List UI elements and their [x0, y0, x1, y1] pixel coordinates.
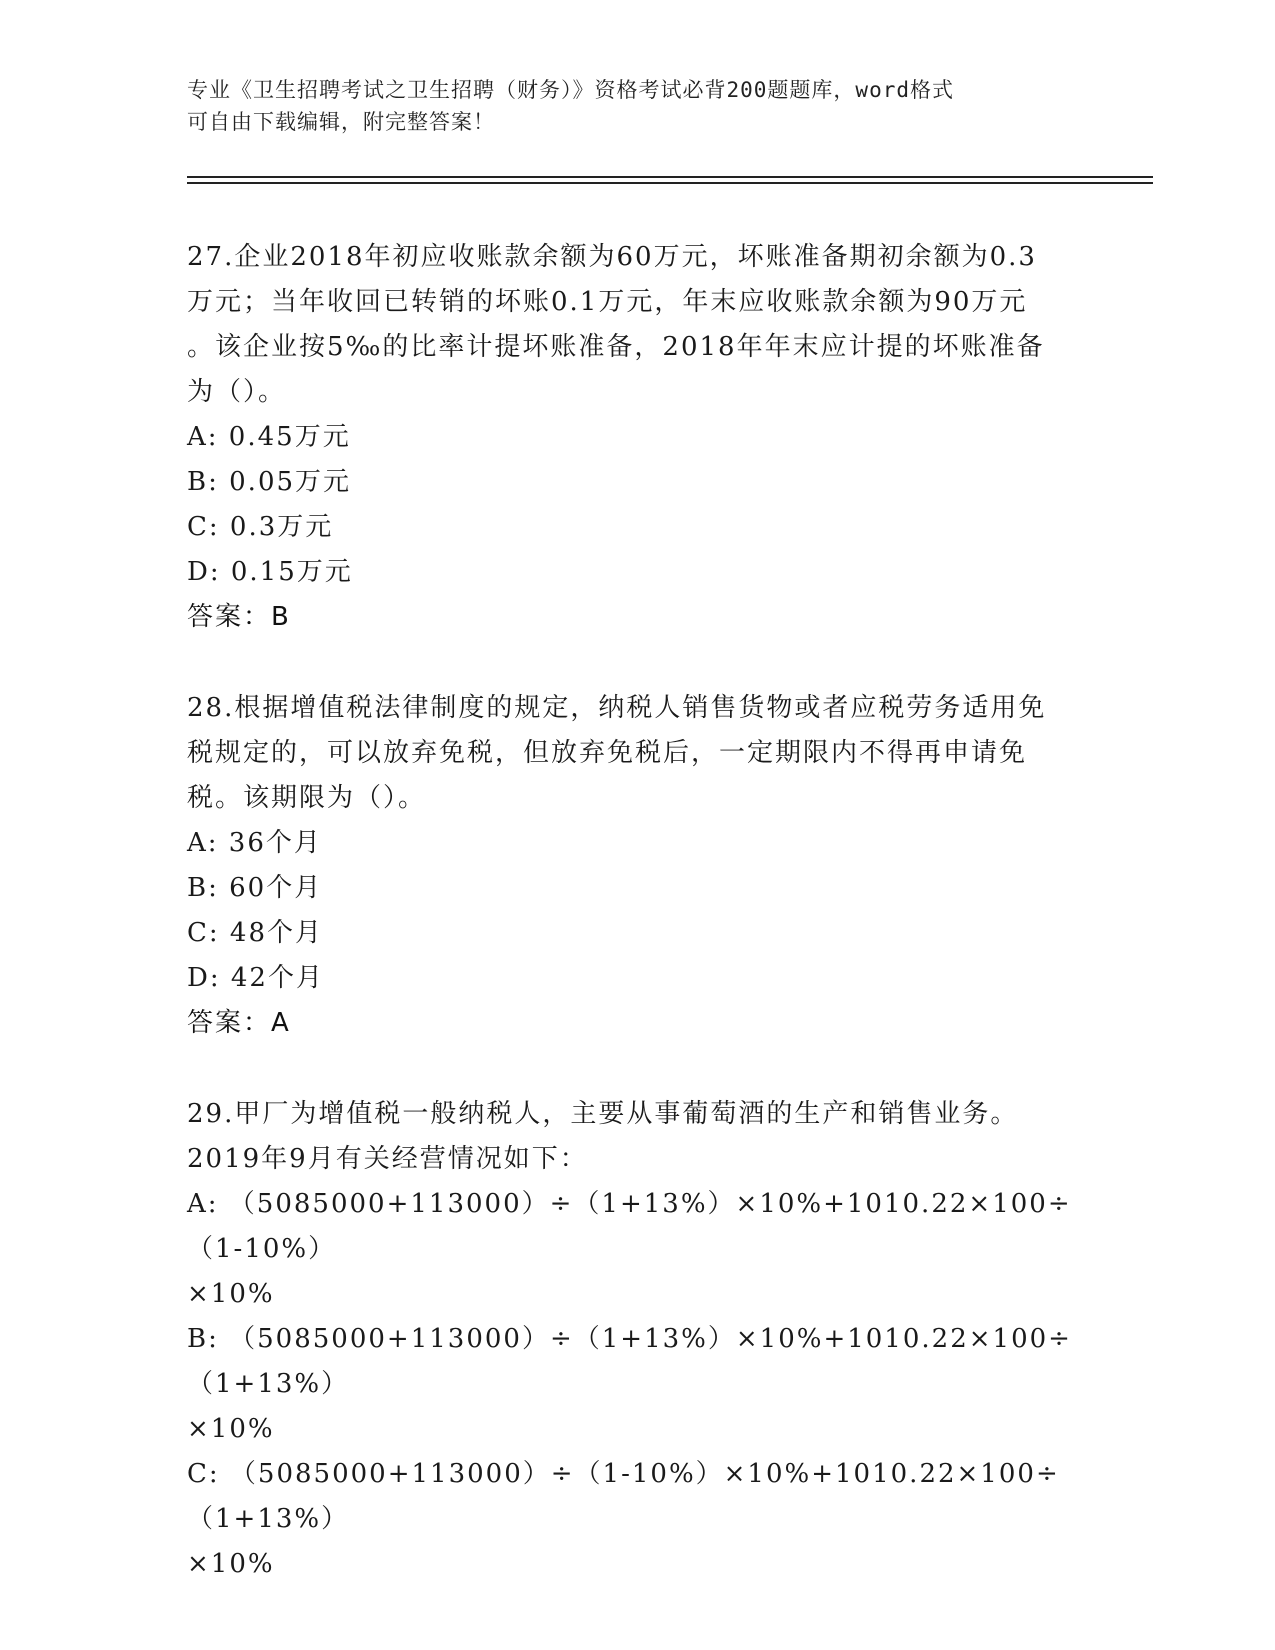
question-list: [187, 235, 1087, 1633]
question-29: [187, 1092, 1087, 1587]
option-a: A: 0.45万元: [187, 422, 351, 452]
option-d: D: 0.15万元: [187, 557, 353, 587]
document-header: [187, 74, 1087, 138]
question-stem: 28.根据增值税法律制度的规定，纳税人销售货物或者应税劳务适用免 税规定的，可以放弃免税，但放弃免税后，一定期限内不得再申请免 税。该期限为（）。: [187, 693, 1047, 813]
header-title-line-1: 专业《卫生招聘考试之卫生招聘（财务）》资格考试必背200题题库，word格式: [187, 78, 954, 102]
option-d: D: 42个月: [187, 963, 324, 993]
question-stem: 29.甲厂为增值税一般纳税人，主要从事葡萄酒的生产和销售业务。 2019年9月有关经营情况如下：: [187, 1099, 1019, 1174]
question-27: [187, 235, 1087, 640]
option-c: C: （5085000+113000）÷（1-10%）×10%+1010.22×100÷（1+13%） ×10%: [187, 1459, 1060, 1579]
question-28: [187, 686, 1087, 1046]
answer-line: 答案：A: [187, 1008, 291, 1038]
option-a: A: 36个月: [187, 828, 322, 858]
answer-line: 答案：B: [187, 602, 291, 632]
option-c: C: 48个月: [187, 918, 324, 948]
question-stem: 27.企业2018年初应收账款余额为60万元，坏账准备期初余额为0.3 万元；当年收回已转销的坏账0.1万元，年末应收账款余额为90万元 。该企业按5‰的比率计提坏账准备，2018年年末应计提的坏账准备 为（）。: [187, 242, 1045, 407]
header-divider-bottom: [187, 182, 1153, 184]
option-a: A: （5085000+113000）÷（1+13%）×10%+1010.22×100÷（1-10%） ×10%: [187, 1189, 1072, 1309]
header-title-line-2: 可自由下载编辑，附完整答案！: [187, 110, 495, 134]
option-c: C: 0.3万元: [187, 512, 334, 542]
option-b: B: 0.05万元: [187, 467, 352, 497]
option-b: B: 60个月: [187, 873, 323, 903]
header-divider-top: [187, 176, 1153, 178]
option-b: B: （5085000+113000）÷（1+13%）×10%+1010.22×100÷（1+13%） ×10%: [187, 1324, 1072, 1444]
